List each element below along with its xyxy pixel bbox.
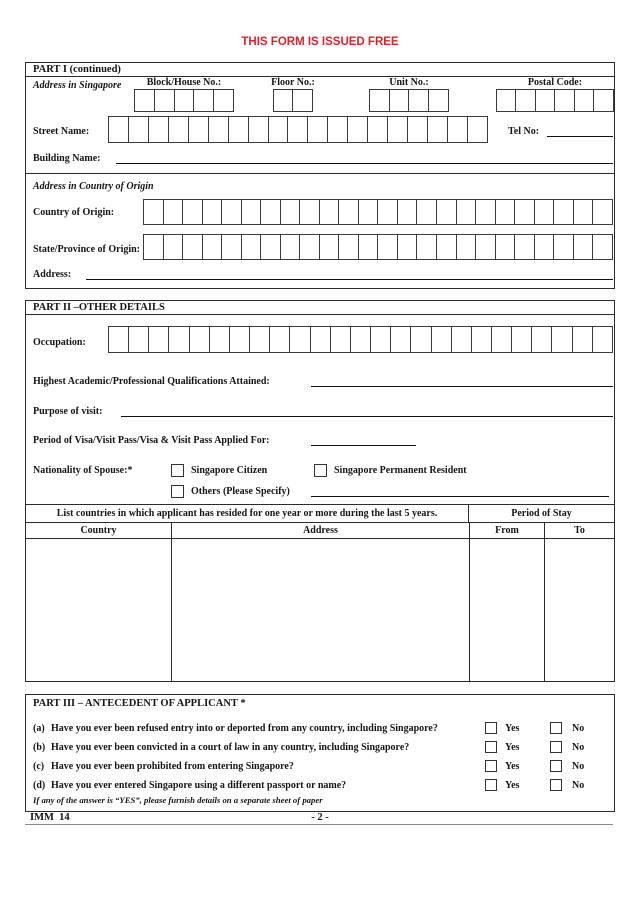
residence-header-period: Period of Stay [511,508,572,519]
question-c-no-label: No [572,761,585,772]
input-cell[interactable] [573,199,594,225]
part2-section [25,300,615,682]
input-cell[interactable] [471,326,492,353]
input-cell[interactable] [148,326,169,353]
input-cell[interactable] [229,326,250,353]
part1-section [25,62,615,289]
input-cell[interactable] [299,199,320,225]
input-cell[interactable] [572,326,593,353]
address-country-origin-label: Address in Country of Origin [33,181,154,192]
residence-table-body[interactable] [26,539,614,681]
to-cell[interactable] [545,539,614,681]
input-cell[interactable] [514,199,535,225]
input-cell[interactable] [154,89,175,112]
part3-section [25,694,615,812]
spouse-pr-checkbox[interactable] [314,464,327,477]
input-cell[interactable] [143,234,164,260]
input-cell[interactable] [350,326,371,353]
question-b-text: Have you ever been convicted in a court of law in any country, including Singapore? [51,742,410,753]
residence-table [26,504,614,681]
col-address: Address [172,523,470,538]
spouse-others-field[interactable] [311,484,609,497]
input-cell[interactable] [495,199,516,225]
input-cell[interactable] [407,116,428,143]
input-cell[interactable] [358,234,379,260]
input-cell[interactable] [189,326,210,353]
block-house-group [134,77,234,112]
form-number: IMM 14 [30,812,70,823]
input-cell[interactable] [491,326,512,353]
input-cell[interactable] [327,116,348,143]
input-cell[interactable] [534,199,555,225]
input-cell[interactable] [280,199,301,225]
input-cell[interactable] [367,116,388,143]
input-cell[interactable] [338,199,359,225]
question-a-text: Have you ever been refused entry into or deported from any country, including Singapore? [51,723,438,734]
input-cell[interactable] [347,116,368,143]
input-cell[interactable] [319,234,340,260]
building-name-field[interactable] [116,151,613,164]
input-cell[interactable] [249,326,270,353]
input-cell[interactable] [148,116,169,143]
input-cell[interactable] [307,116,328,143]
input-cell[interactable] [269,326,290,353]
street-name-label: Street Name: [33,126,90,137]
input-cell[interactable] [182,199,203,225]
question-d-yes-checkbox[interactable] [485,779,497,791]
yes-details-note: If any of the answer is “YES”, please furnish details on a separate sheet of paper [33,795,323,805]
input-cell[interactable] [273,89,294,112]
postal-code-boxes[interactable] [496,89,614,112]
part2-title: PART II –OTHER DETAILS [26,301,614,315]
input-cell[interactable] [108,116,129,143]
input-cell[interactable] [573,234,594,260]
input-cell[interactable] [370,326,391,353]
input-cell[interactable] [241,199,262,225]
input-cell[interactable] [319,199,340,225]
country-of-origin-label: Country of Origin: [33,207,115,218]
input-cell[interactable] [248,116,269,143]
qualifications-label: Highest Academic/Professional Qualifications Attained: [33,376,270,387]
input-cell[interactable] [143,199,164,225]
unit-boxes[interactable] [369,89,449,112]
question-a-yes-checkbox[interactable] [485,722,497,734]
input-cell[interactable] [108,326,129,353]
input-cell[interactable] [390,326,411,353]
input-cell[interactable] [428,89,449,112]
spouse-citizen-checkbox[interactable] [171,464,184,477]
input-cell[interactable] [280,234,301,260]
input-cell[interactable] [514,234,535,260]
question-a-id: (a) [33,723,45,734]
input-cell[interactable] [592,199,613,225]
input-cell[interactable] [551,326,572,353]
part1-divider [26,173,614,174]
input-cell[interactable] [260,234,281,260]
input-cell[interactable] [213,89,234,112]
input-cell[interactable] [330,326,351,353]
input-cell[interactable] [408,89,429,112]
input-cell[interactable] [299,234,320,260]
question-d-no-label: No [572,780,585,791]
part3-title: PART III – ANTECEDENT OF APPLICANT * [33,698,246,709]
input-cell[interactable] [535,89,556,112]
input-cell[interactable] [531,326,552,353]
footer-rule [25,824,613,825]
input-cell[interactable] [310,326,331,353]
input-cell[interactable] [221,234,242,260]
input-cell[interactable] [592,234,613,260]
input-cell[interactable] [574,89,595,112]
question-d-id: (d) [33,780,46,791]
question-a-yes-label: Yes [505,723,520,734]
input-cell[interactable] [292,89,313,112]
spouse-pr-label: Singapore Permanent Resident [334,465,467,476]
input-cell[interactable] [228,116,249,143]
col-to: To [574,525,585,536]
input-cell[interactable] [436,199,457,225]
period-of-visa-label: Period of Visa/Visit Pass/Visa & Visit Pass Applied For: [33,435,270,446]
question-a-no-label: No [572,723,585,734]
floor-label: Floor No.: [271,77,315,88]
input-cell[interactable] [592,326,613,353]
period-of-visa-field[interactable] [311,433,416,446]
question-c-id: (c) [33,761,45,772]
input-cell[interactable] [416,199,437,225]
state-province-boxes[interactable] [143,234,613,260]
page-number: - 2 - [311,812,329,823]
input-cell[interactable] [436,234,457,260]
input-cell[interactable] [431,326,452,353]
question-b-id: (b) [33,742,46,753]
unit-label: Unit No.: [389,77,429,88]
input-cell[interactable] [168,116,189,143]
question-a-no-checkbox[interactable] [550,722,562,734]
occupation-label: Occupation: [33,337,86,348]
input-cell[interactable] [410,326,431,353]
part1-title: PART I (continued) [26,63,614,77]
question-c-no-checkbox[interactable] [550,760,562,772]
address-cell[interactable] [172,539,470,681]
spouse-others-checkbox[interactable] [171,485,184,498]
question-d-no-checkbox[interactable] [550,779,562,791]
input-cell[interactable] [554,89,575,112]
input-cell[interactable] [451,326,472,353]
origin-address-label: Address: [33,269,72,280]
input-cell[interactable] [163,199,184,225]
input-cell[interactable] [475,234,496,260]
floor-boxes[interactable] [273,89,313,112]
input-cell[interactable] [241,234,262,260]
input-cell[interactable] [475,199,496,225]
origin-address-field[interactable] [86,267,613,280]
question-b-no-label: No [572,742,585,753]
input-cell[interactable] [128,326,149,353]
question-b-yes-label: Yes [505,742,520,753]
question-c-yes-checkbox[interactable] [485,760,497,772]
input-cell[interactable] [467,116,488,143]
purpose-of-visit-label: Purpose of visit: [33,406,103,417]
input-cell[interactable] [358,199,379,225]
unit-group [369,77,449,112]
input-cell[interactable] [593,89,614,112]
postal-code-label: Postal Code: [527,77,583,88]
col-from: From [470,523,545,538]
question-c-text: Have you ever been prohibited from entering Singapore? [51,761,294,772]
country-of-origin-boxes[interactable] [143,199,613,225]
input-cell[interactable] [389,89,410,112]
question-d-yes-label: Yes [505,780,520,791]
residence-header-main: List countries in which applicant has resided for one year or more during the last 5 years. [26,505,469,522]
input-cell[interactable] [387,116,408,143]
input-cell[interactable] [221,199,242,225]
spouse-citizen-label: Singapore Citizen [191,465,268,476]
input-cell[interactable] [209,326,230,353]
input-cell[interactable] [495,234,516,260]
input-cell[interactable] [534,234,555,260]
building-name-label: Building Name: [33,153,101,164]
input-cell[interactable] [128,116,149,143]
input-cell[interactable] [397,234,418,260]
question-d-text: Have you ever entered Singapore using a different passport or name? [51,780,347,791]
country-cell[interactable] [26,539,172,681]
input-cell[interactable] [447,116,468,143]
spouse-nationality-label: Nationality of Spouse:* [33,465,133,476]
input-cell[interactable] [163,234,184,260]
input-cell[interactable] [416,234,437,260]
col-country: Country [26,523,172,538]
state-province-label: State/Province of Origin: [33,244,141,255]
input-cell[interactable] [202,199,223,225]
floor-group [273,77,313,112]
residence-table-header [26,504,614,522]
postal-code-group [496,77,614,112]
input-cell[interactable] [515,89,536,112]
input-cell[interactable] [377,234,398,260]
tel-no-label: Tel No: [508,126,540,137]
occupation-boxes[interactable] [108,326,613,353]
input-cell[interactable] [134,89,155,112]
tel-no-field[interactable] [547,124,613,137]
street-name-boxes[interactable] [108,116,488,143]
input-cell[interactable] [182,234,203,260]
input-cell[interactable] [377,199,398,225]
address-in-singapore-label: Address in Singapore [33,80,122,91]
input-cell[interactable] [553,199,574,225]
input-cell[interactable] [208,116,229,143]
input-cell[interactable] [193,89,214,112]
input-cell[interactable] [496,89,517,112]
input-cell[interactable] [456,234,477,260]
input-cell[interactable] [168,326,189,353]
input-cell[interactable] [260,199,281,225]
form-free-notice: THIS FORM IS ISSUED FREE [241,36,399,48]
input-cell[interactable] [511,326,532,353]
input-cell[interactable] [369,89,390,112]
input-cell[interactable] [553,234,574,260]
question-b-yes-checkbox[interactable] [485,741,497,753]
spouse-others-label: Others (Please Specify) [191,486,290,497]
input-cell[interactable] [268,116,289,143]
input-cell[interactable] [202,234,223,260]
purpose-of-visit-field[interactable] [121,404,613,417]
input-cell[interactable] [427,116,448,143]
input-cell[interactable] [338,234,359,260]
block-house-boxes[interactable] [134,89,234,112]
input-cell[interactable] [397,199,418,225]
input-cell[interactable] [456,199,477,225]
input-cell[interactable] [287,116,308,143]
question-b-no-checkbox[interactable] [550,741,562,753]
residence-table-columns [26,522,614,539]
input-cell[interactable] [174,89,195,112]
from-cell[interactable] [470,539,545,681]
input-cell[interactable] [289,326,310,353]
block-house-label: Block/House No.: [146,77,222,88]
question-c-yes-label: Yes [505,761,520,772]
qualifications-field[interactable] [311,374,613,387]
input-cell[interactable] [188,116,209,143]
